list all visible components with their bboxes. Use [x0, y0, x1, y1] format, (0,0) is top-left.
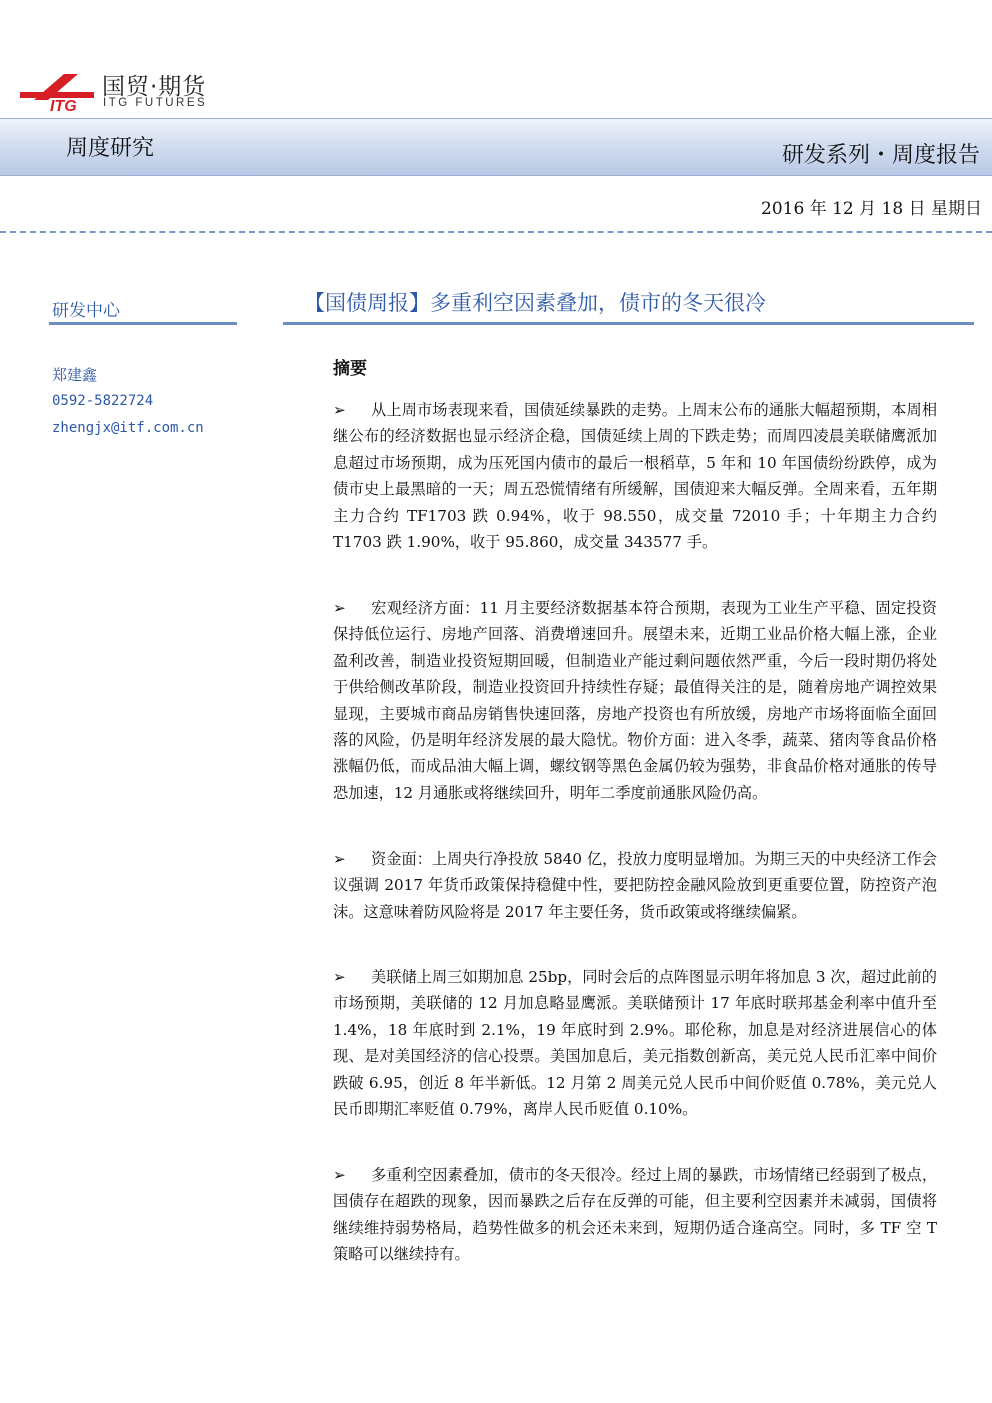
logo-chinese-name: 国贸·期货 — [102, 74, 207, 100]
bullet-arrow-icon: ➢ — [333, 599, 346, 617]
author-email[interactable]: zhengjx@itf.com.cn — [52, 420, 204, 436]
author-name: 郑建鑫 — [52, 366, 98, 384]
paragraph-text: 资金面：上周央行净投放 5840 亿，投放力度明显增加。为期三天的中央经济工作会议强调 2017 年货币政策保持稳健中性，要把防控金融风险放到更重要位置，防控资产泡沫。这意味着防风险将是 2017 年主要任务，货币政策或将继续偏紧。 — [333, 850, 937, 921]
sidebar-title: 研发中心 — [52, 301, 120, 321]
report-series: 研发系列・周度报告 — [781, 143, 980, 168]
abstract-heading: 摘要 — [333, 359, 367, 379]
bullet-arrow-icon: ➢ — [333, 401, 346, 419]
paragraph-text: 多重利空因素叠加，债市的冬天很冷。经过上周的暴跌，市场情绪已经弱到了极点，国债存在超跌的现象，因而暴跌之后存在反弹的可能，但主要利空因素并未减弱，国债将继续维持弱势格局，趋势性做多的机会还未来到，短期仍适合逢高空。同时，多 TF 空 T 策略可以继续持有。 — [333, 1166, 937, 1264]
report-category: 周度研究 — [66, 136, 155, 161]
logo-english-name: ITG FUTURES — [103, 97, 208, 109]
bullet-arrow-icon: ➢ — [333, 1166, 346, 1184]
dashed-divider — [0, 231, 992, 233]
header-band — [0, 118, 992, 176]
report-date: 2016 年 12 月 18 日 星期日 — [761, 199, 982, 219]
abstract-paragraph — [333, 964, 937, 1122]
itg-logo-icon — [20, 70, 94, 112]
abstract-paragraph — [333, 397, 937, 555]
report-title: 【国债周报】多重利空因素叠加，债市的冬天很冷 — [304, 291, 766, 315]
paragraph-text: 宏观经济方面：11 月主要经济数据基本符合预期，表现为工业生产平稳、固定投资保持低位运行、房地产回落、消费增速回升。展望未来，近期工业品价格大幅上涨，企业盈利改善，制造业投资短期回暖，但制造业产能过剩问题依然严重，今后一段时期仍将处于供给侧改革阶段，制造业投资回升持续性存疑；最值得关注的是，随着房地产调控效果显现，主要城市商品房销售快速回落，房地产投资也有所放缓，房地产市场将面临全面回落的风险，仍是明年经济发展的最大隐忧。物价方面：进入冬季，蔬菜、猪肉等食品价格涨幅仍低，而成品油大幅上调，螺纹钢等黑色金属仍较为强势，非食品价格对通胀的传导恐加速，12 月通胀或将继续回升，明年二季度前通胀风险仍高。 — [333, 599, 937, 802]
paragraph-text: 美联储上周三如期加息 25bp，同时会后的点阵图显示明年将加息 3 次，超过此前的市场预期，美联储的 12 月加息略显鹰派。美联储预计 17 年底时联邦基金利率中值升至 1.4%，18 年底时到 2.1%，19 年底时到 2.9%。耶伦称，加息是对经济进展信心的体现、是对美国经济的信心投票。美国加息后，美元指数创新高，美元兑人民币汇率中间价跌破 6.95，创近 8 年半新低。12 月第 2 周美元兑人民币中间价贬值 0.78%，美元兑人民币即期汇率贬值 0.79%，离岸人民币贬值 0.10%。 — [333, 968, 937, 1119]
bullet-arrow-icon: ➢ — [333, 968, 346, 986]
logo-mark-text: ITG — [50, 98, 77, 112]
abstract-paragraph — [333, 846, 937, 925]
bullet-arrow-icon: ➢ — [333, 850, 346, 868]
title-rule — [283, 322, 974, 325]
paragraph-text: 从上周市场表现来看，国债延续暴跌的走势。上周末公布的通胀大幅超预期，本周相继公布的经济数据也显示经济企稳，国债延续上周的下跌走势；而周四凌晨美联储鹰派加息超过市场预期，成为压死国内债市的最后一根稻草，5 年和 10 年国债纷纷跌停，成为债市史上最黑暗的一天；周五恐慌情绪有所缓解，国债迎来大幅反弹。全周来看，五年期主力合约 TF1703 跌 0.94%，收于 98.550，成交量 72010 手；十年期主力合约 T1703 跌 1.90%，收于 95.860，成交量 343577 手。 — [333, 401, 937, 552]
company-logo — [20, 66, 220, 114]
author-phone: 0592-5822724 — [52, 393, 154, 409]
abstract-paragraph — [333, 1162, 937, 1268]
sidebar-rule — [49, 322, 237, 325]
abstract-paragraph — [333, 595, 937, 806]
author-info — [52, 362, 204, 442]
